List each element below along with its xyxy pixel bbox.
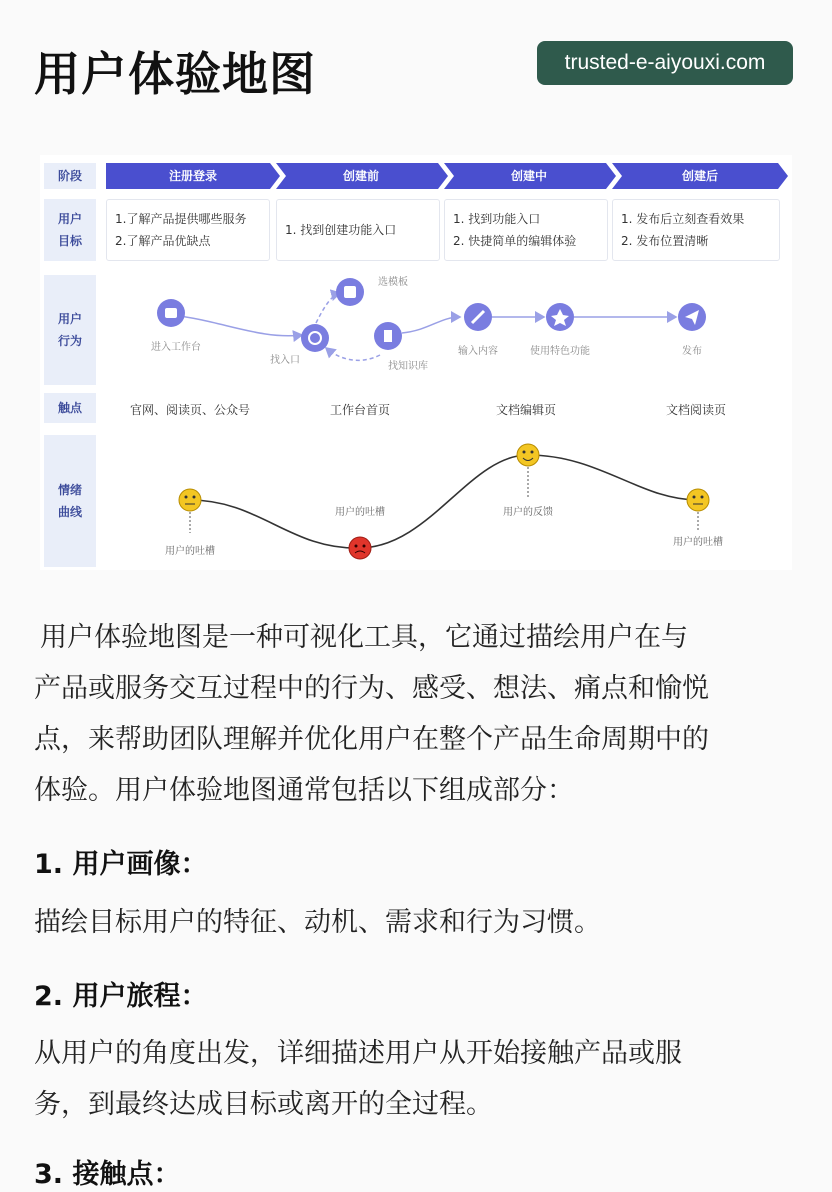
behavior-node-5 bbox=[464, 303, 492, 331]
emotion-face-neutral-2 bbox=[687, 489, 709, 511]
experience-map bbox=[40, 155, 792, 570]
section-2-body-line-1: 从用户的角度出发，详细描述用户从开始接触产品或服 bbox=[34, 1038, 682, 1069]
intro-line-4: 体验。用户体验地图通常包括以下组成部分： bbox=[34, 775, 574, 806]
flow-line-1 bbox=[171, 315, 302, 336]
behavior-node-4 bbox=[374, 322, 402, 350]
row-label-touchpoint: 触点 bbox=[44, 393, 96, 423]
watermark-badge: trusted-e-aiyouxi.com bbox=[537, 41, 793, 85]
behavior-node-6 bbox=[546, 303, 574, 331]
goal-box-1: 1.了解产品提供哪些服务 2.了解产品优缺点 bbox=[106, 199, 270, 261]
touchpoint-4: 文档阅读页 bbox=[665, 403, 726, 417]
goal-box-4: 1. 发布后立刻查看效果 2. 发布位置清晰 bbox=[612, 199, 780, 261]
behavior-label-7: 发布 bbox=[682, 346, 702, 357]
emotion-face-neutral-1 bbox=[179, 489, 201, 511]
stage-label-4: 创建后 bbox=[681, 169, 718, 183]
behavior-node-2 bbox=[301, 324, 329, 352]
emotion-label-1: 用户的吐槽 bbox=[165, 546, 215, 557]
section-2-body-line-2: 务，到最终达成目标或离开的全过程。 bbox=[34, 1089, 493, 1120]
stage-label-3: 创建中 bbox=[510, 169, 547, 183]
emotion-label-2: 用户的吐槽 bbox=[335, 507, 385, 518]
row-label-behavior: 用户 行为 bbox=[44, 275, 96, 385]
behavior-label-3: 选模板 bbox=[378, 277, 408, 288]
flow-line-2 bbox=[316, 293, 340, 323]
behavior-label-1: 进入工作台 bbox=[151, 342, 201, 353]
goal-box-3: 1. 找到功能入口 2. 快捷简单的编辑体验 bbox=[444, 199, 608, 261]
emotion-curve bbox=[190, 455, 698, 548]
behavior-label-5: 输入内容 bbox=[458, 346, 498, 357]
page-title: 用户体验地图 bbox=[34, 47, 316, 101]
behavior-label-2: 找入口 bbox=[270, 355, 300, 366]
flow-line-4 bbox=[402, 317, 460, 333]
section-3-heading: 3. 接触点： bbox=[34, 1159, 181, 1190]
intro-line-1: 用户体验地图是一种可视化工具，它通过描绘用户在与 bbox=[40, 622, 688, 653]
touchpoint-3: 文档编辑页 bbox=[495, 403, 556, 417]
touchpoint-2: 工作台首页 bbox=[329, 403, 390, 417]
stage-label-2: 创建前 bbox=[342, 169, 379, 183]
intro-line-3: 点，来帮助团队理解并优化用户在整个产品生命周期中的 bbox=[34, 724, 709, 755]
row-label-stage: 阶段 bbox=[44, 163, 96, 189]
goal-box-2: 1. 找到创建功能入口 bbox=[276, 199, 440, 261]
emotion-face-happy bbox=[517, 444, 539, 466]
row-label-emotion: 情绪 曲线 bbox=[44, 435, 96, 567]
flow-line-3 bbox=[326, 348, 380, 360]
section-1-heading: 1. 用户画像： bbox=[34, 849, 208, 880]
emotion-face-angry bbox=[349, 537, 371, 559]
behavior-label-6: 使用特色功能 bbox=[530, 346, 590, 357]
behavior-label-4: 找知识库 bbox=[388, 361, 428, 372]
section-2-heading: 2. 用户旅程： bbox=[34, 981, 208, 1012]
behavior-node-3 bbox=[336, 278, 364, 306]
section-1-body: 描绘目标用户的特征、动机、需求和行为习惯。 bbox=[34, 907, 601, 938]
stage-label-1: 注册登录 bbox=[168, 169, 217, 183]
behavior-node-7 bbox=[678, 303, 706, 331]
emotion-label-4: 用户的吐槽 bbox=[673, 537, 723, 548]
emotion-label-3: 用户的反馈 bbox=[503, 507, 553, 518]
touchpoint-1: 官网、阅读页、公众号 bbox=[129, 403, 250, 417]
behavior-node-1 bbox=[157, 299, 185, 327]
row-label-goal: 用户 目标 bbox=[44, 199, 96, 261]
intro-line-2: 产品或服务交互过程中的行为、感受、想法、痛点和愉悦 bbox=[34, 673, 709, 704]
